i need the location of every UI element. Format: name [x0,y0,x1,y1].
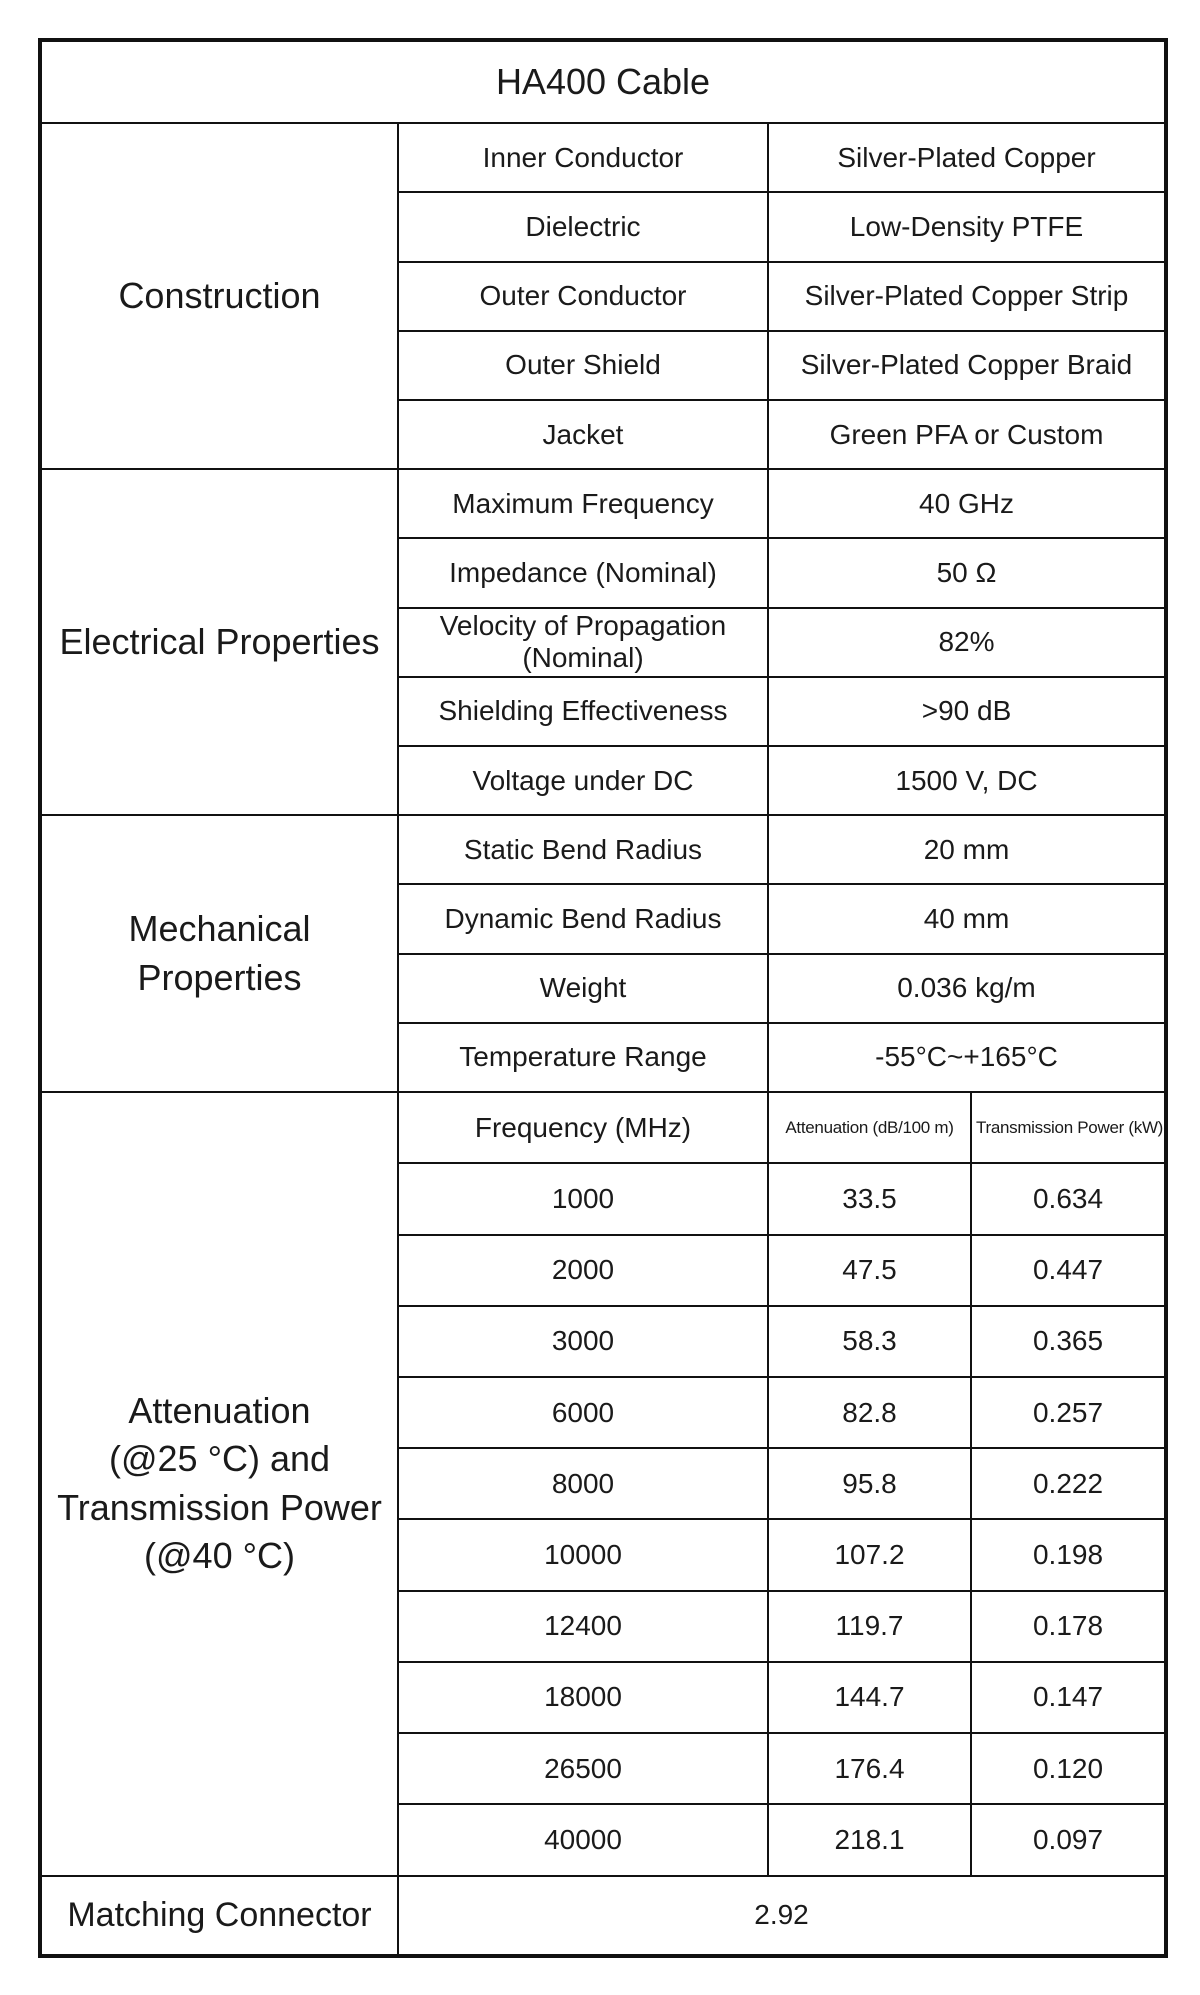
property-value: 1500 V, DC [768,746,1166,815]
frequency-cell: 18000 [398,1662,768,1733]
property-label: Outer Conductor [398,262,768,331]
property-value: 82% [768,608,1166,677]
power-cell: 0.097 [971,1804,1166,1875]
frequency-cell: 3000 [398,1306,768,1377]
section-label-mechanical [40,815,398,1092]
title-row [40,40,1166,123]
power-cell: 0.447 [971,1235,1166,1306]
frequency-cell: 10000 [398,1519,768,1590]
property-value: 40 GHz [768,469,1166,538]
property-value: Low-Density PTFE [768,192,1166,261]
frequency-cell: 12400 [398,1591,768,1662]
property-label [398,608,768,677]
section-label-line: Properties [137,956,302,998]
spec-table [38,38,1168,1958]
property-label: Inner Conductor [398,123,768,192]
property-value: 20 mm [768,815,1166,884]
property-label: Dynamic Bend Radius [398,884,768,953]
property-label: Dielectric [398,192,768,261]
attenuation-cell: 218.1 [768,1804,971,1875]
frequency-cell: 8000 [398,1448,768,1519]
table-row [40,815,1166,884]
property-label-line: Velocity of Propagation [439,610,727,642]
property-label: Outer Shield [398,331,768,400]
property-label: Maximum Frequency [398,469,768,538]
power-cell: 0.120 [971,1733,1166,1804]
power-cell: 0.178 [971,1591,1166,1662]
table-row [40,123,1166,192]
property-value: -55°C~+165°C [768,1023,1166,1092]
attenuation-cell: 144.7 [768,1662,971,1733]
property-value: 0.036 kg/m [768,954,1166,1023]
property-label: Shielding Effectiveness [398,677,768,746]
frequency-cell: 2000 [398,1235,768,1306]
section-label-line: Transmission Power [57,1486,382,1528]
section-label-attenuation [40,1092,398,1875]
column-header-attenuation: Attenuation (dB/100 m) [768,1092,971,1163]
attenuation-cell: 95.8 [768,1448,971,1519]
connector-row [40,1876,1166,1957]
property-label: Static Bend Radius [398,815,768,884]
frequency-cell: 6000 [398,1377,768,1448]
property-label: Jacket [398,400,768,469]
property-value: Green PFA or Custom [768,400,1166,469]
frequency-cell: 40000 [398,1804,768,1875]
power-cell: 0.365 [971,1306,1166,1377]
property-value: 40 mm [768,884,1166,953]
power-cell: 0.198 [971,1519,1166,1590]
power-cell: 0.634 [971,1163,1166,1234]
section-label-electrical: Electrical Properties [40,469,398,815]
power-cell: 0.222 [971,1448,1166,1519]
property-value: 50 Ω [768,538,1166,607]
attenuation-cell: 82.8 [768,1377,971,1448]
column-header-power: Transmission Power (kW) [971,1092,1166,1163]
property-value: Silver-Plated Copper Braid [768,331,1166,400]
frequency-cell: 26500 [398,1733,768,1804]
property-label: Impedance (Nominal) [398,538,768,607]
section-label-line: (@25 °C) and [108,1438,331,1480]
attenuation-cell: 176.4 [768,1733,971,1804]
power-cell: 0.257 [971,1377,1166,1448]
power-cell: 0.147 [971,1662,1166,1733]
attenuation-cell: 107.2 [768,1519,971,1590]
table-title: HA400 Cable [40,40,1166,123]
property-value: >90 dB [768,677,1166,746]
section-label-line: Mechanical [128,908,311,950]
section-label-line: Attenuation [128,1389,311,1431]
attenuation-cell: 119.7 [768,1591,971,1662]
attenuation-cell: 33.5 [768,1163,971,1234]
attenuation-cell: 58.3 [768,1306,971,1377]
section-label-line: (@40 °C) [144,1535,295,1577]
property-label: Weight [398,954,768,1023]
property-value: Silver-Plated Copper [768,123,1166,192]
column-header-frequency: Frequency (MHz) [398,1092,768,1163]
table-row [40,469,1166,538]
property-value: Silver-Plated Copper Strip [768,262,1166,331]
section-label-construction: Construction [40,123,398,469]
property-label: Voltage under DC [398,746,768,815]
property-label-line: (Nominal) [522,642,644,674]
attenuation-cell: 47.5 [768,1235,971,1306]
frequency-cell: 1000 [398,1163,768,1234]
property-label: Temperature Range [398,1023,768,1092]
attenuation-header-row [40,1092,1166,1163]
connector-value: 2.92 [398,1876,1166,1957]
connector-label: Matching Connector [40,1876,398,1957]
